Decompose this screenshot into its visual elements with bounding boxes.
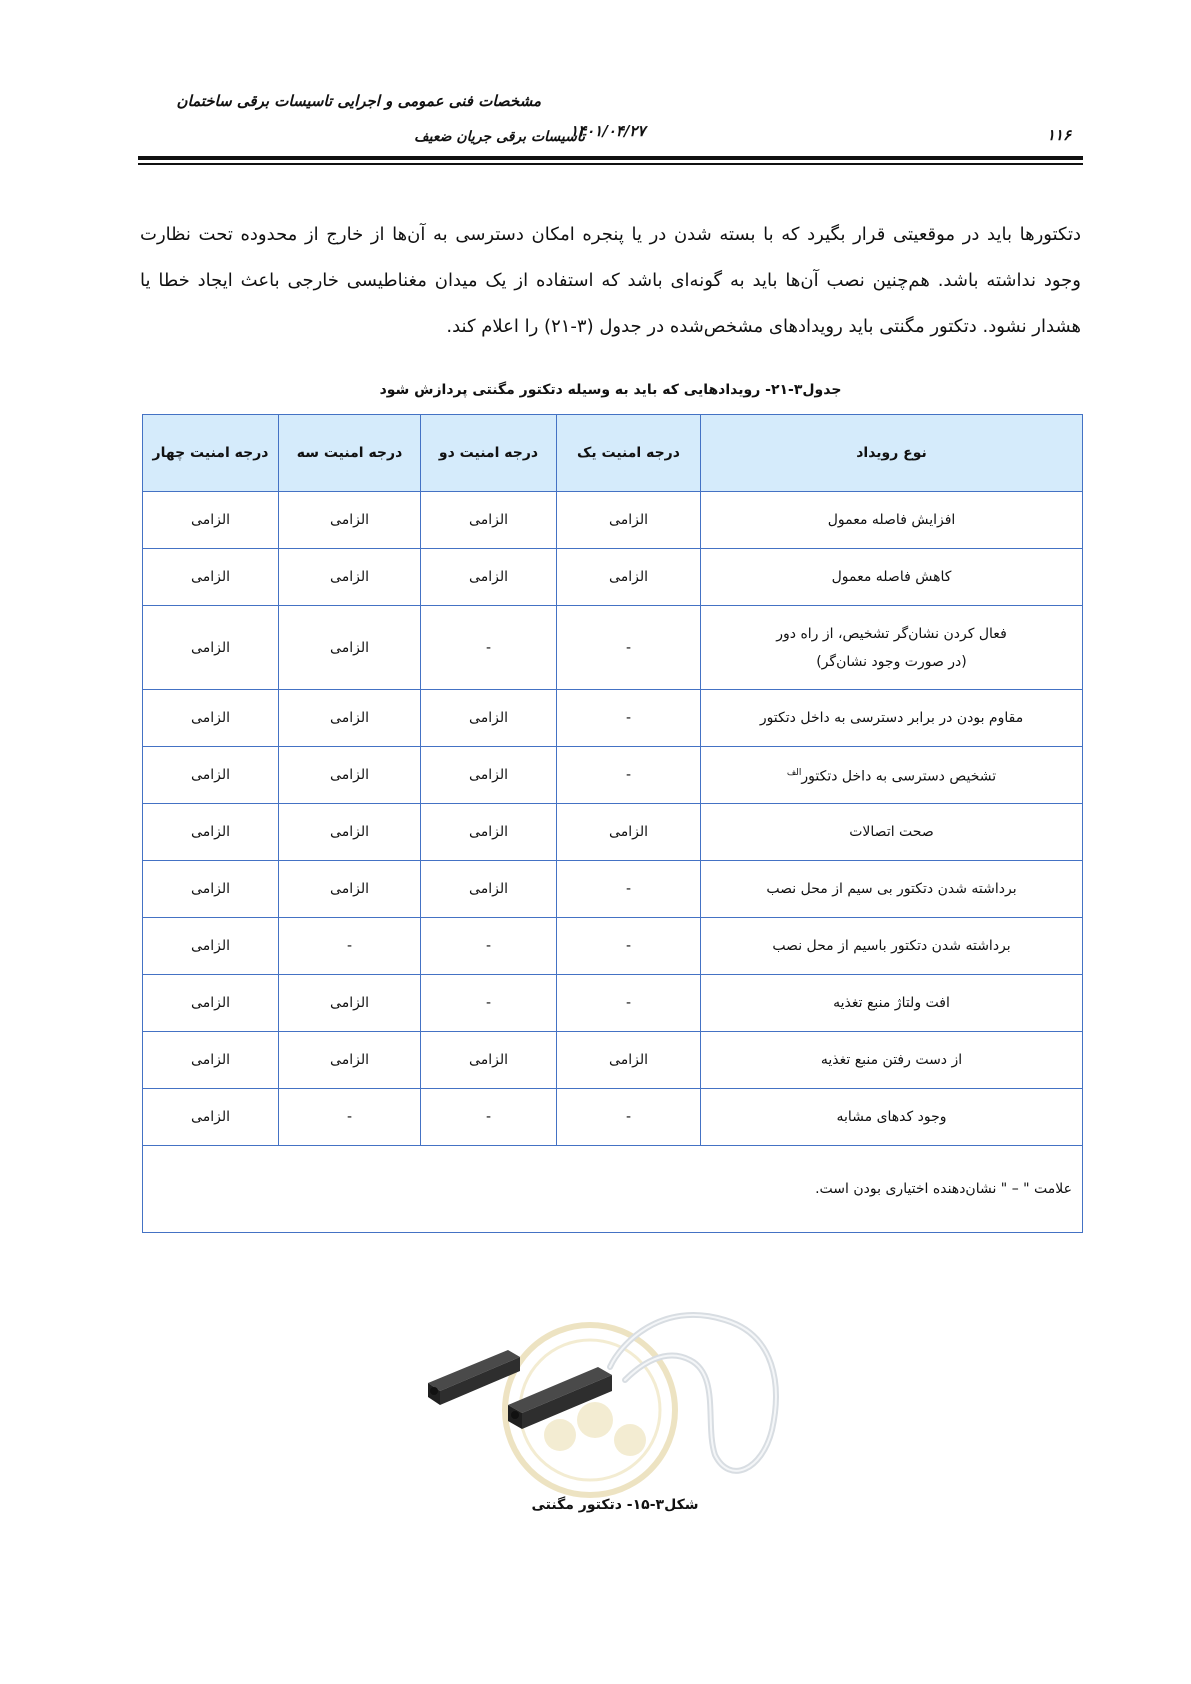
event-cell: صحت اتصالات: [701, 804, 1083, 861]
grade-3-cell: الزامی: [279, 690, 421, 747]
header-date: ۱۴۰۱/۰۴/۲۷: [570, 122, 646, 140]
header-rule-thin: [138, 163, 1083, 165]
event-cell: مقاوم بودن در برابر دسترسی به داخل دتکتور: [701, 690, 1083, 747]
grade-1-cell: الزامی: [557, 549, 701, 606]
table-row: [143, 918, 1083, 975]
grade-2-cell: الزامی: [421, 747, 557, 804]
grade-2-cell: -: [421, 606, 557, 690]
event-cell: برداشته شدن دتکتور باسیم از محل نصب: [701, 918, 1083, 975]
event-text: تشخیص دسترسی به داخل دتکتور: [801, 768, 997, 785]
header-title: مشخصات فنی عمومی و اجرایی تاسیسات برقی ساختمان: [176, 92, 541, 110]
header-grade-1: درجه امنیت یک: [557, 415, 701, 492]
table-row: [143, 690, 1083, 747]
grade-1-cell: -: [557, 690, 701, 747]
event-cell: افزایش فاصله معمول: [701, 492, 1083, 549]
event-text-line2: (در صورت وجود نشان‌گر): [816, 653, 967, 670]
header-grade-2: درجه امنیت دو: [421, 415, 557, 492]
body-paragraph: دتکتورها باید در موقعیتی قرار بگیرد که با بسته شدن در یا پنجره امکان دسترسی به آن‌ها از خارج از محدوده تحت نظارت وجود نداشته باشد. هم‌چنین نصب آن‌ها باید به گونه‌ای باشد که استفاده از یک میدان مغناطیسی خارجی باعث ایجاد خطا یا هشدار نشود. دتکتور مگنتی باید رویدادهای مشخص‌شده در جدول (۳-۲۱) را اعلام کند.: [140, 224, 1081, 337]
grade-3-cell: الزامی: [279, 861, 421, 918]
event-cell: برداشته شدن دتکتور بی سیم از محل نصب: [701, 861, 1083, 918]
grade-1-cell: -: [557, 918, 701, 975]
table-row: [143, 1089, 1083, 1146]
grade-2-cell: -: [421, 1089, 557, 1146]
table-caption: جدول۳-۲۱- رویدادهایی که باید به وسیله دتکتور مگنتی پردازش شود: [379, 382, 842, 398]
event-cell: افت ولتاژ منبع تغذیه: [701, 975, 1083, 1032]
table-note-row: [143, 1146, 1083, 1233]
grade-3-cell: الزامی: [279, 606, 421, 690]
event-cell: [701, 606, 1083, 690]
grade-3-cell: الزامی: [279, 975, 421, 1032]
header-rule-thick: [138, 156, 1083, 160]
grade-4-cell: الزامی: [143, 1032, 279, 1089]
grade-3-cell: -: [279, 1089, 421, 1146]
grade-2-cell: -: [421, 918, 557, 975]
event-text: فعال کردن نشان‌گر تشخیص، از راه دور: [776, 625, 1007, 642]
grade-1-cell: -: [557, 606, 701, 690]
header-grade-4: درجه امنیت چهار: [143, 415, 279, 492]
grade-3-cell: الزامی: [279, 804, 421, 861]
grade-4-cell: الزامی: [143, 861, 279, 918]
grade-2-cell: الزامی: [421, 861, 557, 918]
grade-3-cell: -: [279, 918, 421, 975]
event-cell: [701, 747, 1083, 804]
table-row: [143, 747, 1083, 804]
footnote-mark: الف: [786, 768, 802, 779]
grade-1-cell: -: [557, 747, 701, 804]
page-header: [138, 88, 1083, 168]
header-event-type: نوع رویداد: [701, 415, 1083, 492]
grade-4-cell: الزامی: [143, 918, 279, 975]
events-table: [142, 414, 1083, 1233]
grade-4-cell: الزامی: [143, 975, 279, 1032]
grade-1-cell: الزامی: [557, 492, 701, 549]
header-subtitle: تاسیسات برقی جریان ضعیف: [414, 129, 585, 145]
table-row: [143, 804, 1083, 861]
table-row: [143, 1032, 1083, 1089]
grade-4-cell: الزامی: [143, 492, 279, 549]
table-row: [143, 861, 1083, 918]
table-row: [143, 549, 1083, 606]
grade-4-cell: الزامی: [143, 606, 279, 690]
grade-2-cell: الزامی: [421, 690, 557, 747]
grade-1-cell: الزامی: [557, 804, 701, 861]
table-row: [143, 606, 1083, 690]
header-grade-3: درجه امنیت سه: [279, 415, 421, 492]
grade-4-cell: الزامی: [143, 804, 279, 861]
grade-2-cell: الزامی: [421, 492, 557, 549]
table-header-row: [143, 415, 1083, 492]
grade-3-cell: الزامی: [279, 1032, 421, 1089]
grade-1-cell: -: [557, 861, 701, 918]
event-cell: از دست رفتن منبع تغذیه: [701, 1032, 1083, 1089]
grade-1-cell: -: [557, 1089, 701, 1146]
grade-3-cell: الزامی: [279, 549, 421, 606]
grade-2-cell: الزامی: [421, 804, 557, 861]
magnetic-contact-sensor-icon: [420, 1305, 810, 1525]
event-cell: کاهش فاصله معمول: [701, 549, 1083, 606]
grade-1-cell: الزامی: [557, 1032, 701, 1089]
grade-4-cell: الزامی: [143, 1089, 279, 1146]
table-row: [143, 492, 1083, 549]
grade-4-cell: الزامی: [143, 690, 279, 747]
grade-3-cell: الزامی: [279, 492, 421, 549]
grade-4-cell: الزامی: [143, 549, 279, 606]
grade-2-cell: الزامی: [421, 1032, 557, 1089]
magnetic-detector-figure: [420, 1305, 810, 1525]
grade-1-cell: -: [557, 975, 701, 1032]
page-number: ۱۱۶: [1046, 126, 1071, 144]
grade-2-cell: الزامی: [421, 549, 557, 606]
table-note: علامت " – " نشان‌دهنده اختیاری بودن است.: [143, 1146, 1083, 1233]
grade-2-cell: -: [421, 975, 557, 1032]
event-cell: وجود کدهای مشابه: [701, 1089, 1083, 1146]
table-row: [143, 975, 1083, 1032]
grade-3-cell: الزامی: [279, 747, 421, 804]
grade-4-cell: الزامی: [143, 747, 279, 804]
figure-caption: شکل۳-۱۵- دتکتور مگنتی: [531, 1497, 699, 1513]
